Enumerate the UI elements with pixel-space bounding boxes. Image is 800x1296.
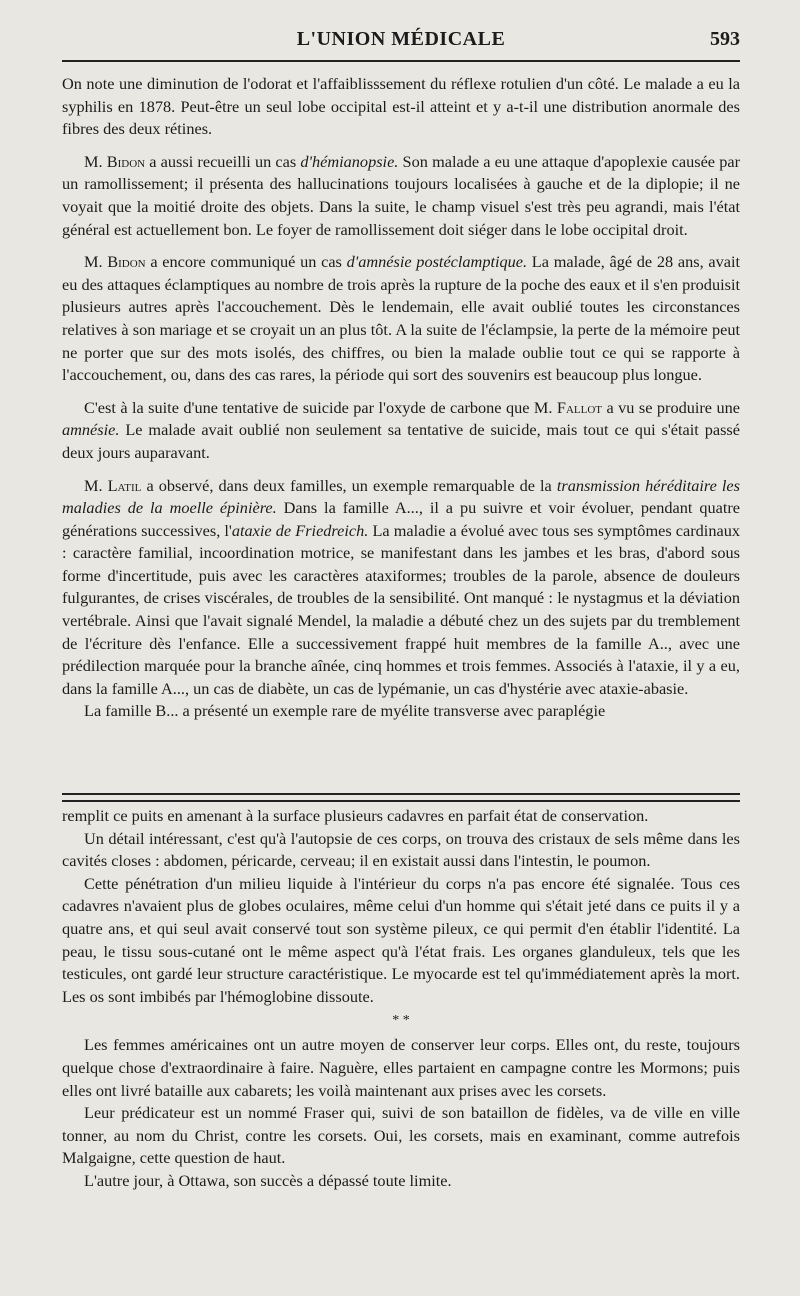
paragraph-autopsie: Un détail intéressant, c'est qu'à l'autopsie de ces corps, on trouva des cristaux de sels même dans les cavités closes : abdomen, péricarde, cerveau; il en existait aussi dans l'intestin, le poumon. xyxy=(62,828,740,871)
running-header xyxy=(62,26,740,66)
paragraph-penetration: Cette pénétration d'un milieu liquide à l'intérieur du corps n'a pas encore été signalée. Tous ces cadavres n'avaient plus de globes oculaires, même celui d'un homme qui s'était jeté dans ce puits il y a quatre ans, et qui seul avait conservé tout son système pileux, ce qui permit d'en établir l'identité. La peau, le tissu sous-cutané ont le même aspect qu'à l'état frais. Les organes glanduleux, tels que les testicules, ont gardé leur structure caractéristique. Le myocarde est tel qu'immédiatement après la mort. Les os sont imbibés par l'hémoglobine dissoute. xyxy=(62,873,740,1006)
emphasis: ataxie de Friedreich. xyxy=(231,520,369,540)
header-rule xyxy=(62,60,740,62)
section-divider xyxy=(62,793,740,802)
page-number: 593 xyxy=(710,28,740,50)
author-name: Bidon xyxy=(107,252,146,272)
emphasis: transmission héréditaire les maladies de la moelle épinière. xyxy=(62,475,740,518)
paragraph-amnesie: M. Bidon a encore communiqué un cas d'amnésie postéclamptique. La malade, âgé de 28 ans, avait eu des attaques éclamptiques au nombre de trois après la rupture de la poche des eaux et il s'en produisit plusieurs autres après l'accouchement. Dès le lendemain, elle avait oublié toutes les circonstances relatives à son mariage et se croyait un an plus tôt. A la suite de l'éclampsie, la perte de la mémoire peut ne porter que sur des mots isolés, des chiffres, ou bien la malade oublie tout ce qui se rapporte à l'accouchement, ou, dans des cas rares, la période qui sort des souvenirs est beaucoup plus longue. xyxy=(62,252,741,385)
paragraph-suicide: C'est à la suite d'une tentative de suicide par l'oxyde de carbone que M. Fallot a vu se produire une amnésie. Le malade avait oublié non seulement sa tentative de suicide, mais tout ce qui s'était passé deux jours auparavant. xyxy=(62,397,740,462)
emphasis: d'hémianopsie. xyxy=(300,151,399,171)
paragraph-heredite: M. Latil a observé, dans deux familles, un exemple remarquable de la transmission héréditaire les maladies de la moelle épinière. Dans la famille A..., il a pu suivre et voir évoluer, pendant quatre générations successives, l'ataxie de Friedreich. La maladie a évolué avec tous ses symptômes cardinaux : caractère familial, incoordination motrice, se manifestant dans les jambes et les bras, d'abord sous forme d'incertitude, puis avec les caractères ataxiformes; troubles de la parole, absence de douleurs fulgurantes, de crises viscérales, de troubles de la sensibilité. Ont manqué : le nystagmus et la déviation vertébrale. Ainsi que l'avait signalé Mendel, la maladie a débuté chez un des sujets par du tremblement de l'écriture dès l'enfance. Elle a successivement frappé huit membres de la famille A.., avec une prédilection marquée pour la branche aînée, cinq hommes et trois femmes. Associés à l'ataxie, il y a eu, dans la famille A..., un cas de diabète, un cas de lypémanie, un cas d'hystérie avec ataxie-abasie. xyxy=(62,475,740,698)
paragraph-hemianopsie: M. Bidon a aussi recueilli un cas d'hémianopsie. Son malade a eu une attaque d'apoplexie causée par un ramollissement; il présenta des hallucinations toujours localisées à gauche et de la diplopie; il ne voyait que la moitié droite des objets. Dans la suite, le champ visuel s'est très peu agrandi, mais l'état général est actuellement bon. Le foyer de ramollissement doit siéger dans le lobe occipital droit. xyxy=(62,151,740,239)
journal-title: L'UNION MÉDICALE xyxy=(296,28,506,50)
author-name: Bidon xyxy=(106,151,146,171)
paragraph-predicateur: Leur prédicateur est un nommé Fraser qui, suivi de son bataillon de fidèles, va de ville en ville tonner, au nom du Christ, contre les corsets. Oui, les corsets, mais en examinant, comme autrefois Malgaigne, cette question de haut. xyxy=(62,1103,740,1168)
author-name: Latil xyxy=(107,475,142,495)
paragraph-femmes: Les femmes américaines ont un autre moyen de conserver leur corps. Elles ont, du reste, toujours quelque chose d'extraordinaire à faire. Naguère, elles partaient en campagne contre les Mormons; puis elles ont livré bataille aux cabarets; les voilà maintenant aux prises avec les corsets. xyxy=(62,1035,740,1100)
bottom-text-column xyxy=(62,805,740,1193)
top-text-column xyxy=(62,73,740,723)
emphasis: amnésie. xyxy=(62,420,120,440)
asterism-separator: * * xyxy=(392,1013,410,1029)
paragraph-syphilis: On note une diminution de l'odorat et l'affaiblisssement du réflexe rotulien d'un côté. Le malade a eu la syphilis en 1878. Peut-être un seul lobe occipital est-il atteint et y a-t-il une distribution anormale des fibres des deux rétines. xyxy=(62,74,740,139)
author-name: Fallot xyxy=(556,397,603,417)
paragraph-puits: remplit ce puits en amenant à la surface plusieurs cadavres en parfait état de conservation. xyxy=(62,806,649,825)
emphasis: d'amnésie postéclamptique. xyxy=(346,252,528,272)
paragraph-ottawa: L'autre jour, à Ottawa, son succès a dépassé toute limite. xyxy=(84,1170,452,1190)
paragraph-myelite: La famille B... a présenté un exemple rare de myélite transverse avec paraplégie xyxy=(84,701,606,721)
